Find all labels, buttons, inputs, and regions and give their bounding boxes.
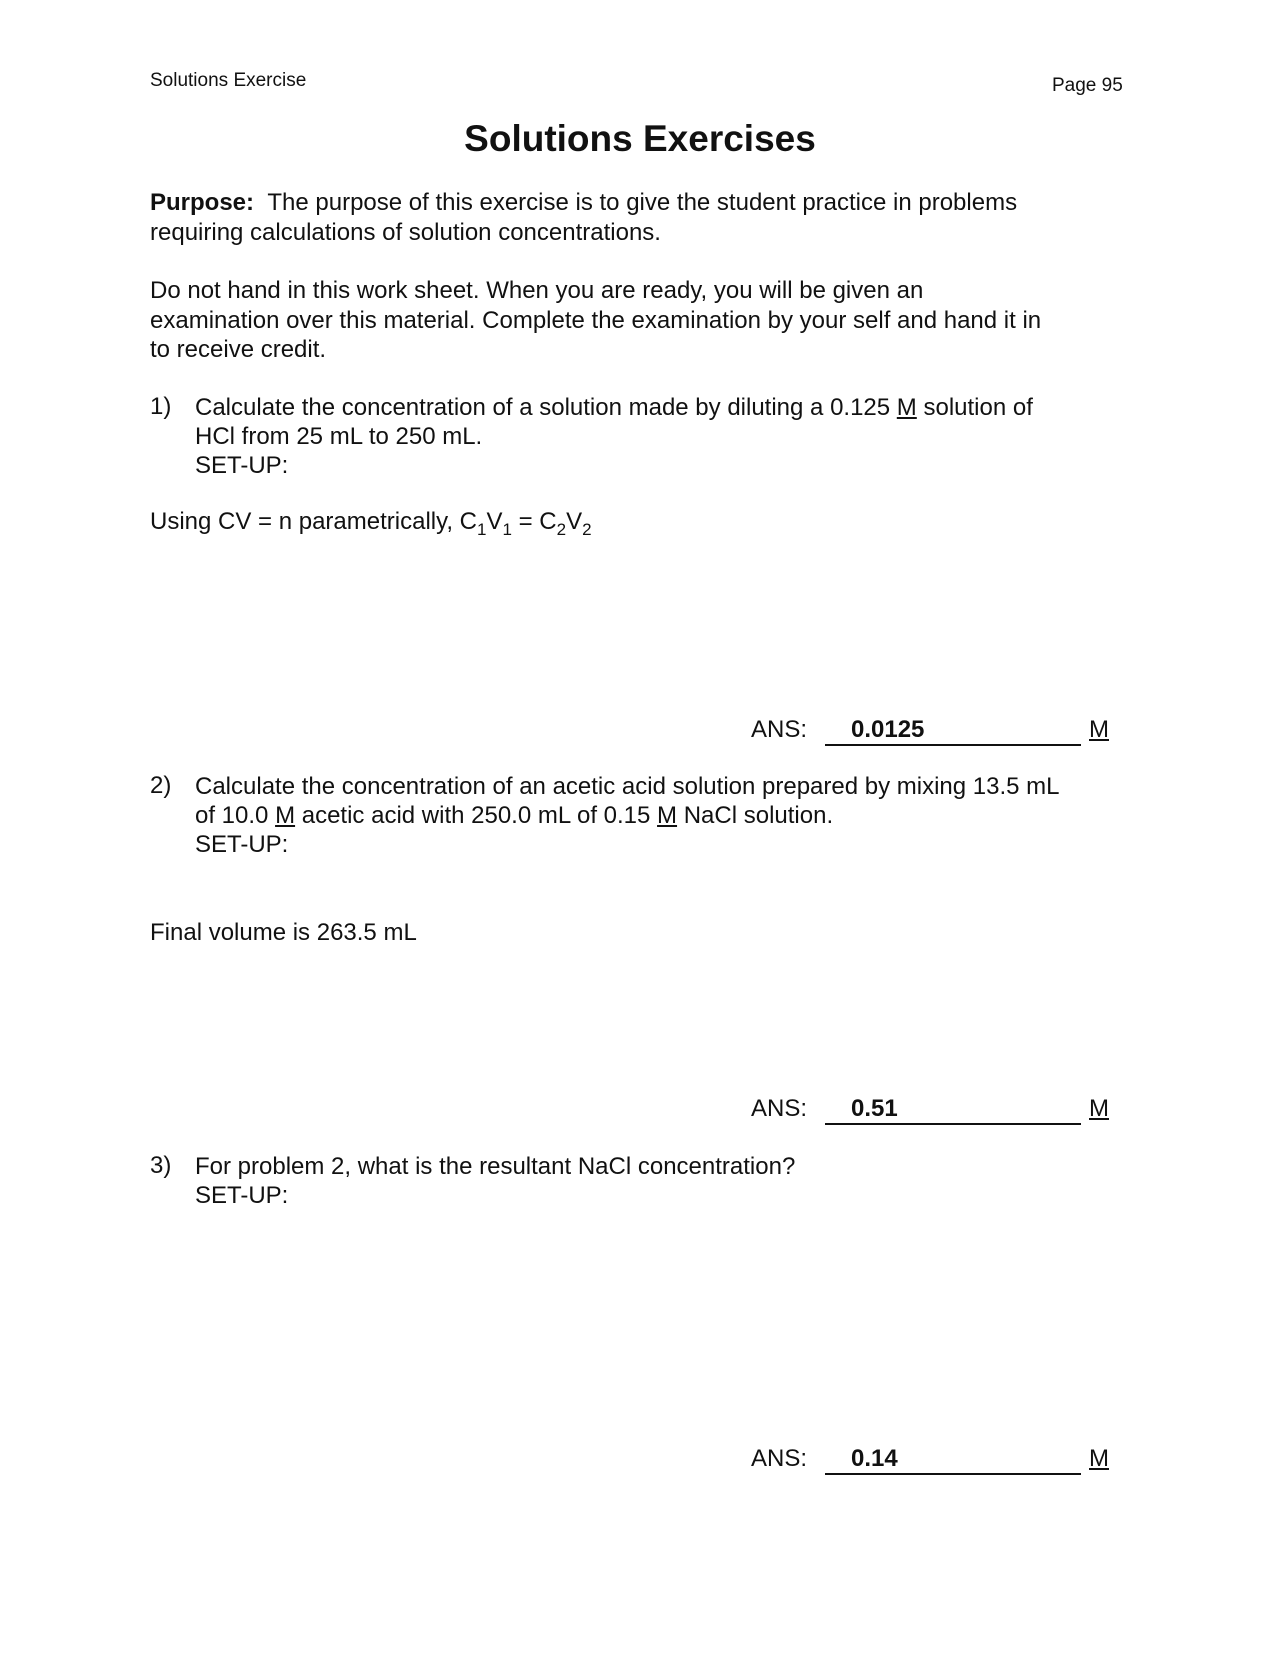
page-title: Solutions Exercises xyxy=(464,118,816,159)
q1-line1-start: Calculate the concentration of a solution made by diluting a 0.125 xyxy=(195,394,897,421)
q1-note-v2: V xyxy=(566,508,583,535)
question-1-text xyxy=(195,393,1033,480)
q2-line2-start: of 10.0 xyxy=(195,802,276,829)
question-1-number: 1) xyxy=(150,393,172,420)
purpose-text-line2: requiring calculations of solution concentrations. xyxy=(150,218,661,246)
question-3-answer: 0.14 xyxy=(825,1445,1081,1475)
q1-note-prefix: Using CV = n parametrically, C xyxy=(150,508,477,535)
q1-line2: HCl from 25 mL to 250 mL. xyxy=(195,423,483,450)
subscript-2a: 2 xyxy=(556,520,567,539)
question-3-ans-label: ANS: xyxy=(751,1445,808,1472)
question-3-unit: M xyxy=(1089,1445,1109,1472)
q1-line1-end: solution of xyxy=(916,394,1033,421)
question-2-number: 2) xyxy=(150,772,172,799)
subscript-1a: 1 xyxy=(477,520,487,539)
q3-line1: For problem 2, what is the resultant NaCl concentration? xyxy=(195,1153,796,1180)
q2-line1: Calculate the concentration of an acetic acid solution prepared by mixing 13.5 mL xyxy=(195,773,1060,800)
purpose-paragraph xyxy=(150,188,1017,247)
purpose-text-line1: The purpose of this exercise is to give the student practice in problems xyxy=(267,189,1018,216)
instructions-line2: examination over this material. Complete the examination by your self and hand it in xyxy=(150,306,1042,334)
question-1-answer: 0.0125 xyxy=(825,716,1081,746)
question-2-work-note: Final volume is 263.5 mL xyxy=(150,919,417,946)
q2-line2-end: NaCl solution. xyxy=(677,802,834,829)
question-2-unit: M xyxy=(1089,1095,1109,1122)
molar-unit: M xyxy=(896,394,917,421)
question-2-text xyxy=(195,772,1060,859)
q2-line2-middle: acetic acid with 250.0 mL of 0.15 xyxy=(295,802,658,829)
question-1-work-note xyxy=(150,508,592,539)
q1-note-v1: V xyxy=(486,508,503,535)
purpose-label: Purpose: xyxy=(150,189,255,216)
molar-unit: M xyxy=(275,802,296,829)
question-3-text xyxy=(195,1152,795,1210)
molar-unit: M xyxy=(657,802,678,829)
q1-note-equals: = C xyxy=(511,508,557,535)
q1-setup-label: SET-UP: xyxy=(195,452,289,479)
question-1-ans-label: ANS: xyxy=(751,716,808,743)
question-3-number: 3) xyxy=(150,1152,172,1179)
question-2-answer: 0.51 xyxy=(825,1095,1081,1125)
question-1-unit: M xyxy=(1089,716,1109,743)
page-number: Page 95 xyxy=(1052,75,1123,96)
instructions-paragraph xyxy=(150,276,1041,365)
q3-setup-label: SET-UP: xyxy=(195,1182,289,1209)
running-header: Solutions Exercise xyxy=(150,70,307,91)
subscript-1b: 1 xyxy=(502,520,512,539)
instructions-line3: to receive credit. xyxy=(150,336,327,363)
q2-setup-label: SET-UP: xyxy=(195,831,289,858)
question-2-ans-label: ANS: xyxy=(751,1095,808,1122)
subscript-2b: 2 xyxy=(582,520,592,539)
instructions-line1: Do not hand in this work sheet. When you are ready, you will be given an xyxy=(150,277,924,304)
